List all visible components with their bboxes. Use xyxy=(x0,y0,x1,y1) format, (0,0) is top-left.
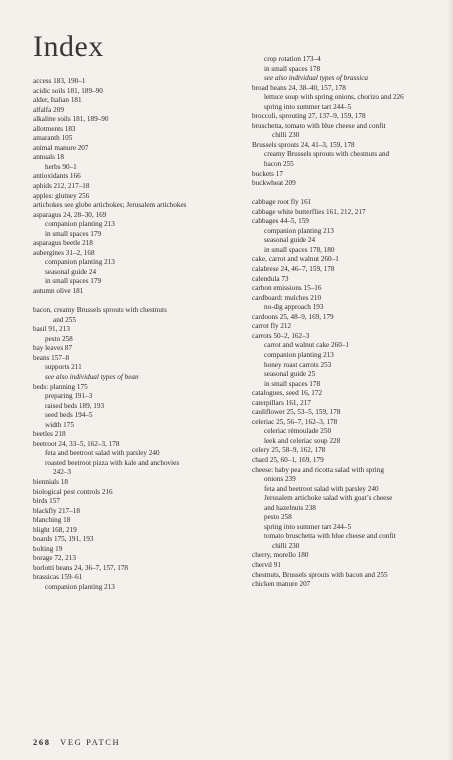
index-entry: biological pest controls 216 xyxy=(33,487,113,496)
index-entry: acidic soils 181, 189–90 xyxy=(33,86,103,95)
index-entry: access 183, 190–1 xyxy=(33,77,86,85)
index-entry: cabbage root fly 161 xyxy=(252,198,312,207)
index-entry: apples: glutney 256 xyxy=(33,191,90,200)
index-column-left xyxy=(33,77,238,593)
index-subentry: spring into summer tart 244–5 xyxy=(264,522,352,531)
index-entry: alkaline soils 181, 189–90 xyxy=(33,115,109,124)
letter-gap xyxy=(33,297,238,307)
index-entry: borage 72, 213 xyxy=(33,554,76,563)
index-subentry: pesto 258 xyxy=(45,334,73,343)
index-subentry: crop rotation 173–4 xyxy=(264,55,321,63)
index-entry: cheese: baby pea and ricotta salad with spring xyxy=(252,465,384,474)
index-subentry: companion planting 213 xyxy=(45,582,115,591)
index-entry: asparagus 24, 28–30, 169 xyxy=(33,210,107,219)
page-number: 268 xyxy=(33,737,51,747)
index-subentry: tomato bruschetta with blue cheese and confit xyxy=(264,532,396,541)
index-entry: chervil 91 xyxy=(252,560,281,569)
index-subentry: chilli 230 xyxy=(272,131,300,140)
index-subentry: companion planting 213 xyxy=(45,220,115,229)
index-entry: cardoons 25, 48–9, 169, 179 xyxy=(252,312,334,321)
index-subentry: supports 211 xyxy=(45,363,82,372)
index-subentry: companion planting 213 xyxy=(264,226,334,235)
index-entry: chestnuts, Brussels sprouts with bacon and 255 xyxy=(252,570,388,579)
index-subentry: feta and beetroot salad with parsley 240 xyxy=(45,449,160,458)
index-subentry: carrot and walnut cake 260–1 xyxy=(264,341,350,350)
index-subentry: preparing 191–3 xyxy=(45,392,93,401)
index-entry: cake, carrot and walnut 260–1 xyxy=(252,255,339,264)
index-entry: buckets 17 xyxy=(252,169,283,178)
index-subentry: in small spaces 178 xyxy=(264,379,321,388)
page-footer xyxy=(33,737,120,747)
index-entry: asparagus beetle 218 xyxy=(33,239,93,248)
index-subentry: seasonal guide 24 xyxy=(264,236,316,245)
index-entry: chard 25, 60–1, 169, 179 xyxy=(252,455,324,464)
index-subentry: creamy Brussels sprouts with chestnuts and xyxy=(264,150,390,159)
index-subentry: seasonal guide 24 xyxy=(45,267,97,276)
index-subentry: in small spaces 179 xyxy=(45,229,102,238)
index-subentry: raised beds 189, 193 xyxy=(45,401,105,410)
index-entry: calendula 73 xyxy=(252,274,289,283)
index-subentry: lettuce soup with spring onions, chorizo and 226 xyxy=(264,93,404,102)
index-entry: beetles 218 xyxy=(33,430,66,439)
index-subentry: roasted beetroot pizza with kale and anchovies xyxy=(45,458,180,467)
index-entry: cauliflower 25, 53–5, 159, 178 xyxy=(252,408,341,417)
index-entry: bolting 19 xyxy=(33,544,63,553)
index-entry: artichokes see globe artichokes; Jerusalem artichokes xyxy=(33,201,187,210)
index-subentry: in small spaces 178, 180 xyxy=(264,245,335,254)
index-entry: carrot fly 212 xyxy=(252,322,292,331)
index-entry: buckwheat 209 xyxy=(252,179,296,188)
index-entry: birds 157 xyxy=(33,497,60,506)
index-entry: broad beans 24, 38–40, 157, 178 xyxy=(252,83,346,92)
index-entry: beds: planning 175 xyxy=(33,382,88,391)
index-entry: calabrese 24, 46–7, 159, 178 xyxy=(252,265,335,274)
index-entry: aubergines 31–2, 168 xyxy=(33,248,95,257)
index-subentry: chilli 230 xyxy=(272,541,300,550)
index-entry: caterpillars 161, 217 xyxy=(252,398,311,407)
index-subentry: onions 239 xyxy=(264,475,296,484)
index-entry: cabbages 44–5, 159 xyxy=(252,217,309,226)
index-entry: autumn olive 181 xyxy=(33,287,84,296)
index-entry: carbon emissions 15–16 xyxy=(252,284,322,293)
index-entry: Brussels sprouts 24, 41–3, 159, 178 xyxy=(252,140,355,149)
index-subentry: herbs 90–1 xyxy=(45,162,77,171)
index-subentry: companion planting 213 xyxy=(264,350,334,359)
index-subentry: seasonal guide 25 xyxy=(264,370,316,379)
index-entry: boards 175, 191, 193 xyxy=(33,535,94,544)
index-subentry: width 175 xyxy=(45,420,74,429)
index-entry: amaranth 105 xyxy=(33,134,73,143)
index-subentry: spring into summer tart 244–5 xyxy=(264,102,352,111)
letter-gap xyxy=(252,189,447,199)
index-entry: beans 157–8 xyxy=(33,353,70,362)
index-entry: blight 168, 219 xyxy=(33,525,77,534)
index-subentry: and 255 xyxy=(53,315,76,324)
index-entry: bacon, creamy Brussels sprouts with chestnuts xyxy=(33,306,167,315)
index-subentry: and hazelnuts 238 xyxy=(264,503,316,512)
index-entry: cardboard: mulches 210 xyxy=(252,293,322,302)
index-entry: catalogues, seed 16, 172 xyxy=(252,389,323,398)
index-subentry: 242–3 xyxy=(53,468,71,477)
index-entry: bruschetta, tomato with blue cheese and confit xyxy=(252,121,386,130)
index-subentry: seed beds 194–5 xyxy=(45,411,93,420)
index-entry: blackfly 217–18 xyxy=(33,506,80,515)
index-subentry: no-dig approach 193 xyxy=(264,303,324,312)
index-entry: broccoli, sprouting 27, 137–9, 159, 178 xyxy=(252,112,366,121)
index-subentry: celeriac rémoulade 250 xyxy=(264,427,332,436)
index-entry: borlotti beans 24, 36–7, 157, 178 xyxy=(33,563,129,572)
index-entry: chicken manure 207 xyxy=(252,580,311,589)
index-entry: alfalfa 209 xyxy=(33,105,64,114)
index-subentry: companion planting 213 xyxy=(45,258,115,267)
index-column-right xyxy=(252,55,447,590)
index-entry: alder, Italian 181 xyxy=(33,96,82,105)
index-entry: cherry, morello 180 xyxy=(252,551,309,560)
index-entry: bay leaves 87 xyxy=(33,344,73,353)
index-subentry: honey roast carrots 253 xyxy=(264,360,332,369)
index-entry: carrots 50–2, 162–3 xyxy=(252,331,310,340)
page-title: Index xyxy=(33,30,104,63)
index-subentry: leek and celeriac soup 228 xyxy=(264,436,341,445)
index-entry: brassicas 159–61 xyxy=(33,573,83,582)
index-subentry: Jerusalem artichoke salad with goat’s cheese xyxy=(264,494,393,503)
index-entry: basil 91, 213 xyxy=(33,325,70,334)
index-entry: beetroot 24, 33–5, 162–3, 178 xyxy=(33,439,120,448)
index-entry: antioxidants 166 xyxy=(33,172,81,181)
index-entry: celeriac 25, 56–7, 162–3, 178 xyxy=(252,417,338,426)
index-entry: cabbage white butterflies 161, 212, 217 xyxy=(252,207,366,216)
index-entry: biennials 18 xyxy=(33,477,68,486)
index-entry: celery 25, 58–9, 162, 178 xyxy=(252,446,326,455)
index-entry: annuals 18 xyxy=(33,153,64,162)
index-subentry: see also individual types of bean xyxy=(45,372,139,381)
index-entry: aphids 212, 217–18 xyxy=(33,182,90,191)
index-subentry: bacon 255 xyxy=(264,160,294,169)
index-entry: animal manure 207 xyxy=(33,143,89,152)
index-subentry: see also individual types of brassica xyxy=(264,74,369,83)
index-subentry: feta and beetroot salad with parsley 240 xyxy=(264,484,379,493)
page-edge-shadow xyxy=(447,0,453,760)
index-subentry: in small spaces 179 xyxy=(45,277,102,286)
index-subentry: pesto 258 xyxy=(264,513,292,522)
section-name: VEG PATCH xyxy=(60,737,121,747)
index-entry: allotments 183 xyxy=(33,124,76,133)
index-subentry: in small spaces 178 xyxy=(264,64,321,73)
index-entry: blanching 18 xyxy=(33,516,71,525)
